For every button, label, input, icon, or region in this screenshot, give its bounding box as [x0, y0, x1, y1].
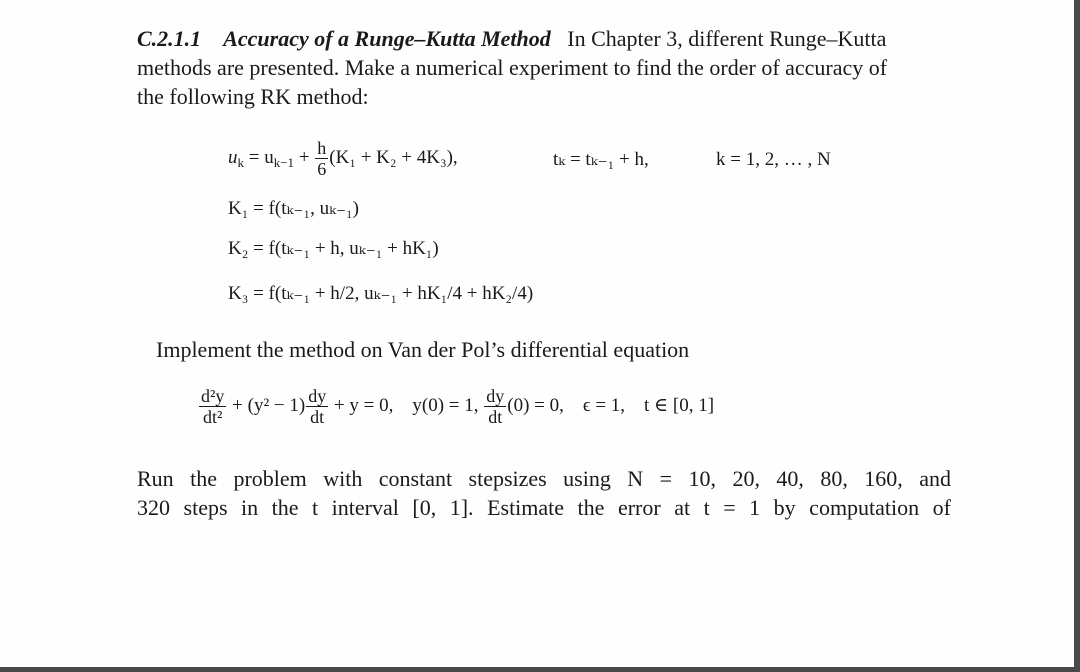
problem-title: Accuracy of a Runge–Kutta Method: [223, 26, 551, 51]
run-line-2: 320 steps in the t interval [0, 1]. Estimate the error at t = 1 by computation of: [137, 495, 951, 520]
intro-line-3: the following RK method:: [137, 84, 369, 109]
equation-K1: K₁ = f(tₖ₋₁, uₖ₋₁): [228, 198, 359, 219]
fraction-d2y-dt2: $\frac{\text{d²y}}{\text{dt²}}$: [201, 386, 225, 427]
run-line-1: Run the problem with constant stepsizes using N = 10, 20, 40, 80, 160, and: [137, 466, 951, 491]
equation-K2: K₂ = f(tₖ₋₁ + h, uₖ₋₁ + hK₁): [228, 238, 439, 259]
vdp-equation: $\frac{\text{d²y}}{\text{dt²}}$ + (y² − 1) $\frac{dy}{dt}$ + y = 0, y(0) = 1, $\frac{dy}{dt}$ (0) = 0, ϵ = 1, t ∈ [0, 1]: [201, 386, 715, 427]
equation-K3: K₃ = f(tₖ₋₁ + h/2, uₖ₋₁ + hK₁/4 + hK₂/4): [228, 283, 534, 304]
fraction-dy-dt: $\frac{dy}{dt}$: [308, 386, 327, 427]
fraction-h-over-6: $\frac{h}{6}$: [317, 138, 327, 179]
equation-uk: $u_k = u_{k-1}$ + $\frac{h}{6}$ (K₁ + K₂ + 4K₃),: [228, 138, 458, 179]
fraction-dy-dt-initial: $\frac{dy}{dt}$: [486, 386, 505, 427]
problem-heading-line: [137, 24, 886, 53]
equation-k-range: k = 1, 2, … , N: [716, 149, 831, 170]
problem-id: C.2.1.1: [137, 26, 202, 51]
intro-line-1: In Chapter 3, different Runge–Kutta: [567, 26, 887, 51]
intro-line-2: methods are presented. Make a numerical experiment to find the order of accuracy of: [137, 55, 888, 80]
equation-tk: tₖ = tₖ₋₁ + h,: [553, 149, 649, 170]
k-sum: (K₁ + K₂ + 4K₃),: [329, 146, 458, 168]
implement-text: Implement the method on Van der Pol’s differential equation: [156, 337, 690, 362]
